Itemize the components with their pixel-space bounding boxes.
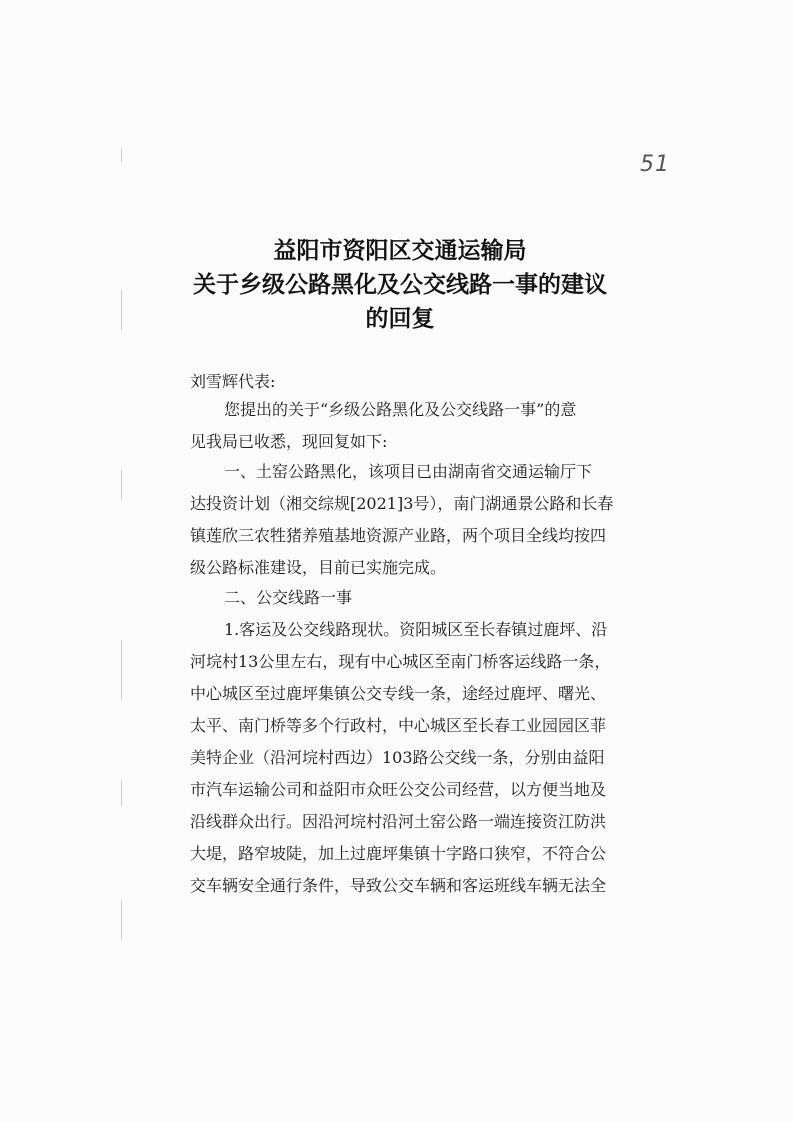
- text-line: 大堤，路窄坡陡，加上过鹿坪集镇十字路口狭窄，不符合公: [190, 844, 607, 863]
- scan-edge-mark: [121, 900, 122, 940]
- text-line: 市汽车运输公司和益阳市众旺公交公司经营，以方便当地及: [190, 780, 607, 799]
- text-line: 见我局已收悉，现回复如下:: [190, 432, 388, 451]
- text-line: 沿线群众出行。因沿河垸村沿河土窑公路一端连接资江防洪: [190, 812, 607, 831]
- text-line: 1.客运及公交线路现状。资阳城区至长春镇过鹿坪、沿: [224, 620, 608, 639]
- scan-edge-mark: [121, 470, 122, 500]
- text-line: 达投资计划（湘交综规[2021]3号），南门湖通景公路和长春: [190, 494, 614, 513]
- text-line: 级公路标准建设，目前已实施完成。: [190, 558, 447, 577]
- document-title: [150, 234, 650, 336]
- text-line: 太平、南门桥等多个行政村，中心城区至长春工业园园区菲: [190, 716, 607, 735]
- text-line: 二、公交线路一事: [224, 588, 353, 607]
- salutation: 刘雪辉代表:: [190, 372, 276, 391]
- scan-edge-mark: [121, 640, 122, 700]
- title-line-2: 关于乡级公路黑化及公交线路一事的建议: [193, 272, 607, 298]
- text-line: 镇莲欣三农牲猪养殖基地资源产业路，两个项目全线均按四: [190, 526, 607, 545]
- text-line: 中心城区至过鹿坪集镇公交专线一条，途经过鹿坪、曙光、: [190, 684, 607, 703]
- text-line: 一、土窑公路黑化，该项目已由湖南省交通运输厅下: [224, 462, 593, 481]
- paragraph-acknowledgement: [190, 394, 620, 458]
- title-line-1: 益阳市资阳区交通运输局: [273, 238, 527, 264]
- scan-edge-mark: [121, 148, 122, 162]
- text-line: 美特企业（沿河垸村西边）103路公交线一条，分别由益阳: [190, 748, 605, 767]
- scan-edge-mark: [121, 290, 122, 330]
- title-line-3: 的回复: [365, 306, 435, 332]
- text-line: 您提出的关于“乡级公路黑化及公交线路一事”的意: [224, 400, 577, 419]
- page-number: 51: [640, 152, 670, 177]
- section-heading-bus-lines: [190, 582, 620, 614]
- paragraph-road-blacktopping: [190, 456, 620, 584]
- text-line: 河垸村13公里左右，现有中心城区至南门桥客运线路一条，: [190, 652, 611, 671]
- scan-edge-mark: [121, 780, 122, 806]
- text-line: 交车辆安全通行条件，导致公交车辆和客运班线车辆无法全: [190, 876, 607, 895]
- paragraph-bus-status: [190, 614, 620, 902]
